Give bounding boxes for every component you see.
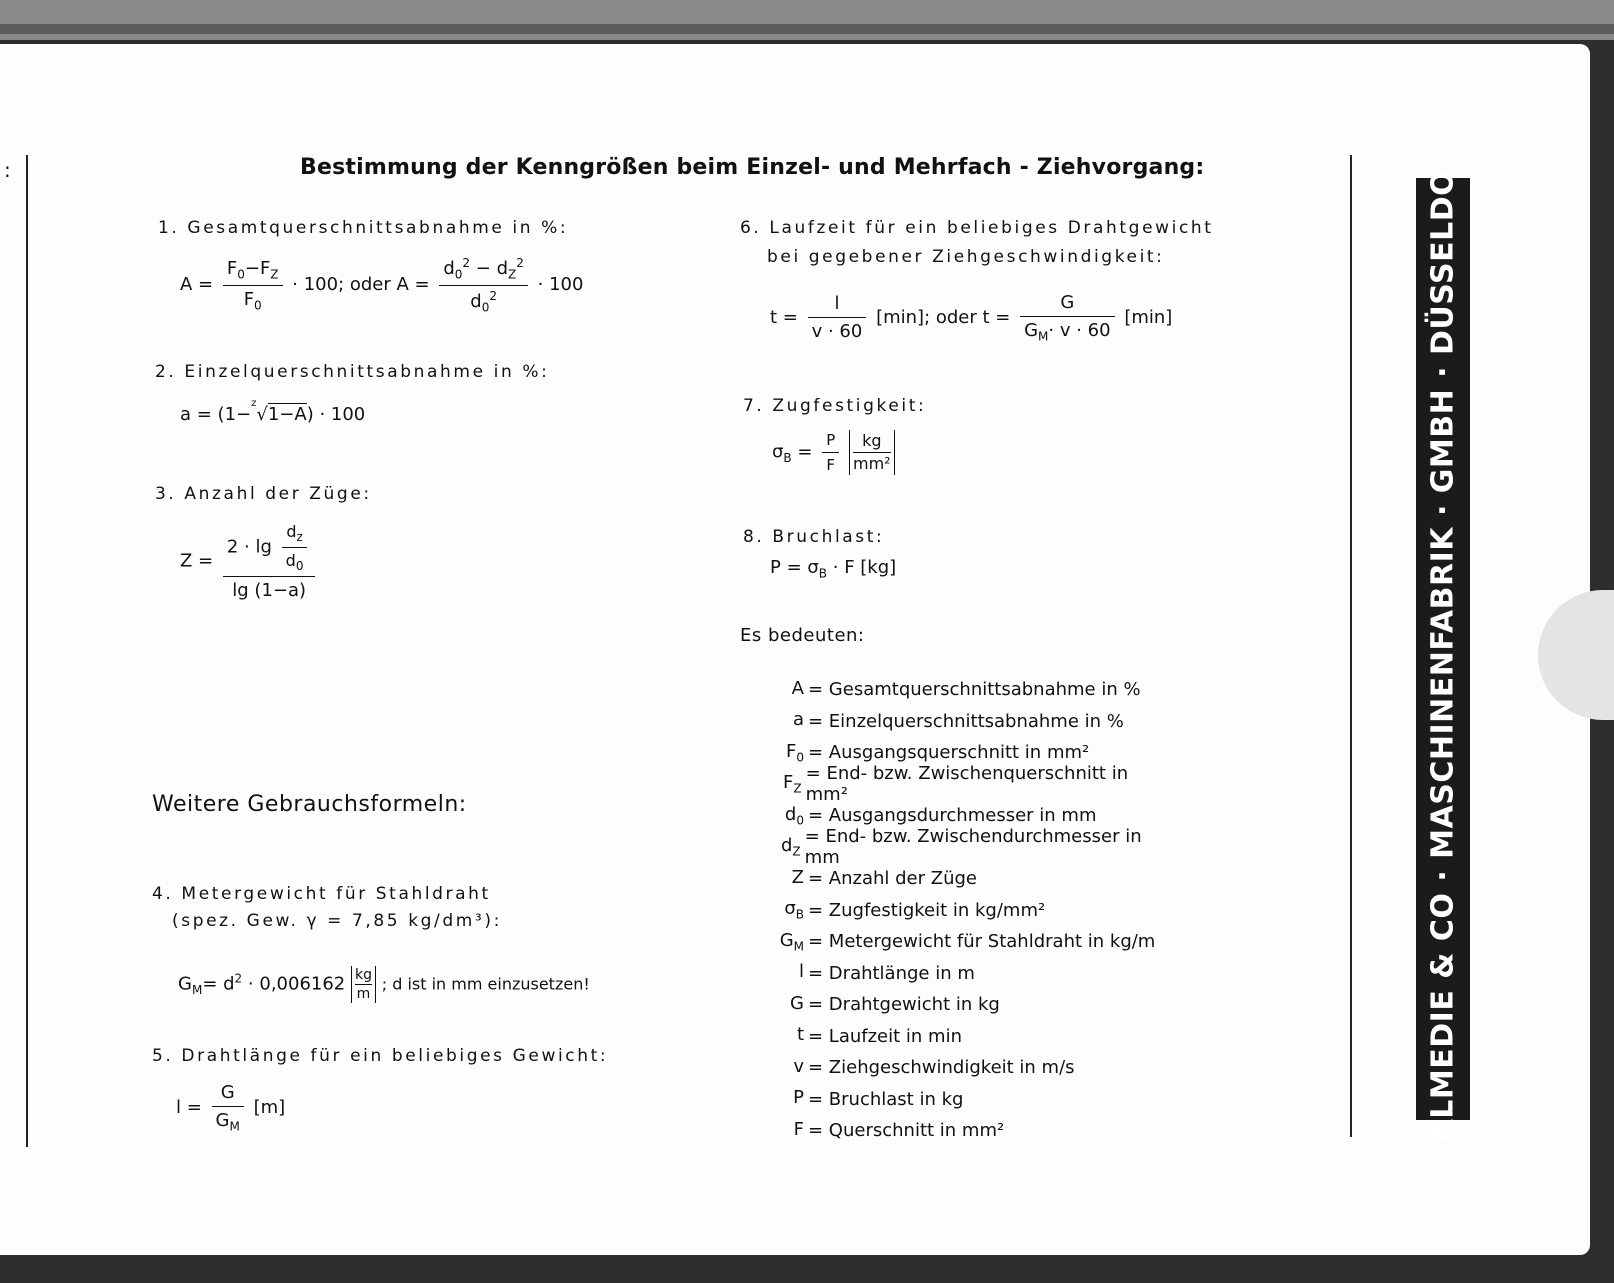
legend-text: = Metergewicht für Stahldraht in kg/m	[808, 931, 1156, 953]
legend-symbol: $d_0$	[784, 803, 804, 828]
legend-text: = End- bzw. Zwischendurchmesser in mm	[804, 826, 1142, 869]
legend-heading: Es bedeuten:	[740, 625, 865, 646]
section-further-formulas: Weitere Gebrauchsformeln:	[152, 792, 467, 817]
heading-6: 6. Laufzeit für ein beliebiges Drahtgewicht	[740, 218, 1214, 238]
legend-symbol: l	[798, 961, 804, 983]
legend-row	[742, 989, 1162, 1021]
f1-mid: · 100; oder A =	[292, 274, 430, 296]
heading-3: 3. Anzahl der Züge:	[155, 484, 372, 504]
f1-a: A =	[180, 274, 214, 296]
legend-text: = Ausgangsquerschnitt in mm²	[808, 742, 1090, 764]
legend-text: = Laufzeit in min	[808, 1025, 962, 1047]
legend-text: = Bruchlast in kg	[808, 1088, 964, 1110]
legend-row	[742, 895, 1162, 927]
legend-symbol: G	[790, 992, 804, 1014]
company-sidebar	[1416, 125, 1470, 1173]
legend-text: = Querschnitt in mm²	[808, 1120, 1005, 1142]
root-index: z	[251, 398, 257, 409]
left-rule	[26, 155, 28, 1147]
heading-8: 8. Bruchlast:	[743, 527, 885, 547]
legend-symbol: Z	[791, 866, 804, 888]
legend-text: = Ausgangsdurchmesser in mm	[808, 805, 1097, 827]
heading-5: 5. Drahtlänge für ein beliebiges Gewicht:	[152, 1046, 609, 1066]
legend-symbol: v	[793, 1055, 804, 1077]
legend-row	[742, 826, 1162, 869]
legend-symbol: A	[791, 677, 804, 699]
legend-text: = Drahtgewicht in kg	[808, 994, 1000, 1016]
legend-row	[742, 958, 1162, 990]
heading-4: 4. Metergewicht für Stahldraht	[152, 884, 491, 904]
legend-text: = Gesamtquerschnittsabnahme in %	[808, 679, 1141, 701]
legend-symbol: t	[796, 1024, 804, 1046]
page-title: Bestimmung der Kenngrößen beim Einzel- und Mehrfach - Ziehvorgang:	[300, 155, 1205, 180]
legend-row	[742, 1021, 1162, 1053]
legend-row	[742, 926, 1162, 958]
formula-7: $\sigma_B$ = $\frac{P}{F}$ $\frac{kg}{\text{mm²}}$	[772, 430, 895, 475]
legend-symbol: $d_Z$	[780, 835, 801, 860]
formula-1	[180, 256, 583, 314]
formula-3: Z = 2 · lg $\frac{d_z}{d_0}$ lg (1−a)	[180, 522, 319, 601]
formula-2: a = (1−$^z$√1−A) · 100	[180, 398, 366, 425]
right-rule	[1350, 155, 1352, 1137]
f1-end: · 100	[537, 274, 584, 296]
legend-row	[742, 763, 1162, 806]
heading-6-sub: bei gegebener Ziehgeschwindigkeit:	[767, 247, 1165, 267]
legend-list	[742, 674, 1162, 1147]
legend-symbol: $G_M$	[779, 929, 804, 954]
heading-7: 7. Zugfestigkeit:	[743, 396, 927, 416]
f1-frac-2: $\frac{d_0^2 - d_Z^2}{d_0^2}$	[439, 256, 528, 314]
legend-row	[742, 706, 1162, 738]
heading-2: 2. Einzelquerschnittsabnahme in %:	[155, 362, 550, 382]
formula-4: $G_M= d^2 \cdot 0,006162$ $\frac{kg}{m}$ ; d ist in mm einzusetzen!	[178, 967, 590, 1002]
legend-text: = Drahtlänge in m	[808, 962, 975, 984]
formula-5: l = $\frac{G}{G_M}$ [m]	[176, 1082, 286, 1134]
formula-6: t = $\frac{l}{v \cdot 60}$ [min]; oder t = $\frac{G}{G_M\cdot v \cdot 60}$ [min]	[770, 292, 1173, 344]
heading-4-sub: (spez. Gew. γ = 7,85 kg/dm³):	[172, 911, 502, 931]
company-name: MALMEDIE & CO · MASCHINENFABRIK · GMBH · DÜSSELDORF	[1425, 125, 1461, 1173]
legend-symbol: $F_0$	[786, 740, 804, 765]
legend-row	[742, 1084, 1162, 1116]
legend-symbol: P	[793, 1087, 804, 1109]
card-stack-top-edge	[0, 0, 1614, 40]
legend-symbol: $F_Z$	[783, 772, 802, 797]
legend-row	[742, 674, 1162, 706]
legend-text: = Einzelquerschnittsabnahme in %	[808, 710, 1124, 732]
legend-text: = Zugfestigkeit in kg/mm²	[808, 899, 1046, 921]
heading-1: 1. Gesamtquerschnittsabnahme in %:	[158, 218, 569, 238]
legend-text: = Ziehgeschwindigkeit in m/s	[808, 1057, 1075, 1079]
legend-row	[742, 1052, 1162, 1084]
f1-frac-1: $\frac{F_0-F_Z}{F_0}$	[223, 258, 283, 312]
legend-text: = Anzahl der Züge	[808, 868, 977, 890]
legend-row	[742, 1115, 1162, 1147]
card-stack-shadow	[0, 24, 1614, 34]
legend-symbol: a	[792, 709, 804, 731]
legend-symbol: F	[793, 1118, 804, 1140]
formula-8: $P = \sigma_B \cdot F$ [kg]	[770, 557, 897, 581]
legend-text: = End- bzw. Zwischenquerschnitt in mm²	[805, 763, 1129, 806]
root-sign-icon: √	[256, 404, 268, 425]
legend-symbol: $\sigma_B$	[784, 898, 804, 923]
left-colon: :	[4, 158, 11, 182]
